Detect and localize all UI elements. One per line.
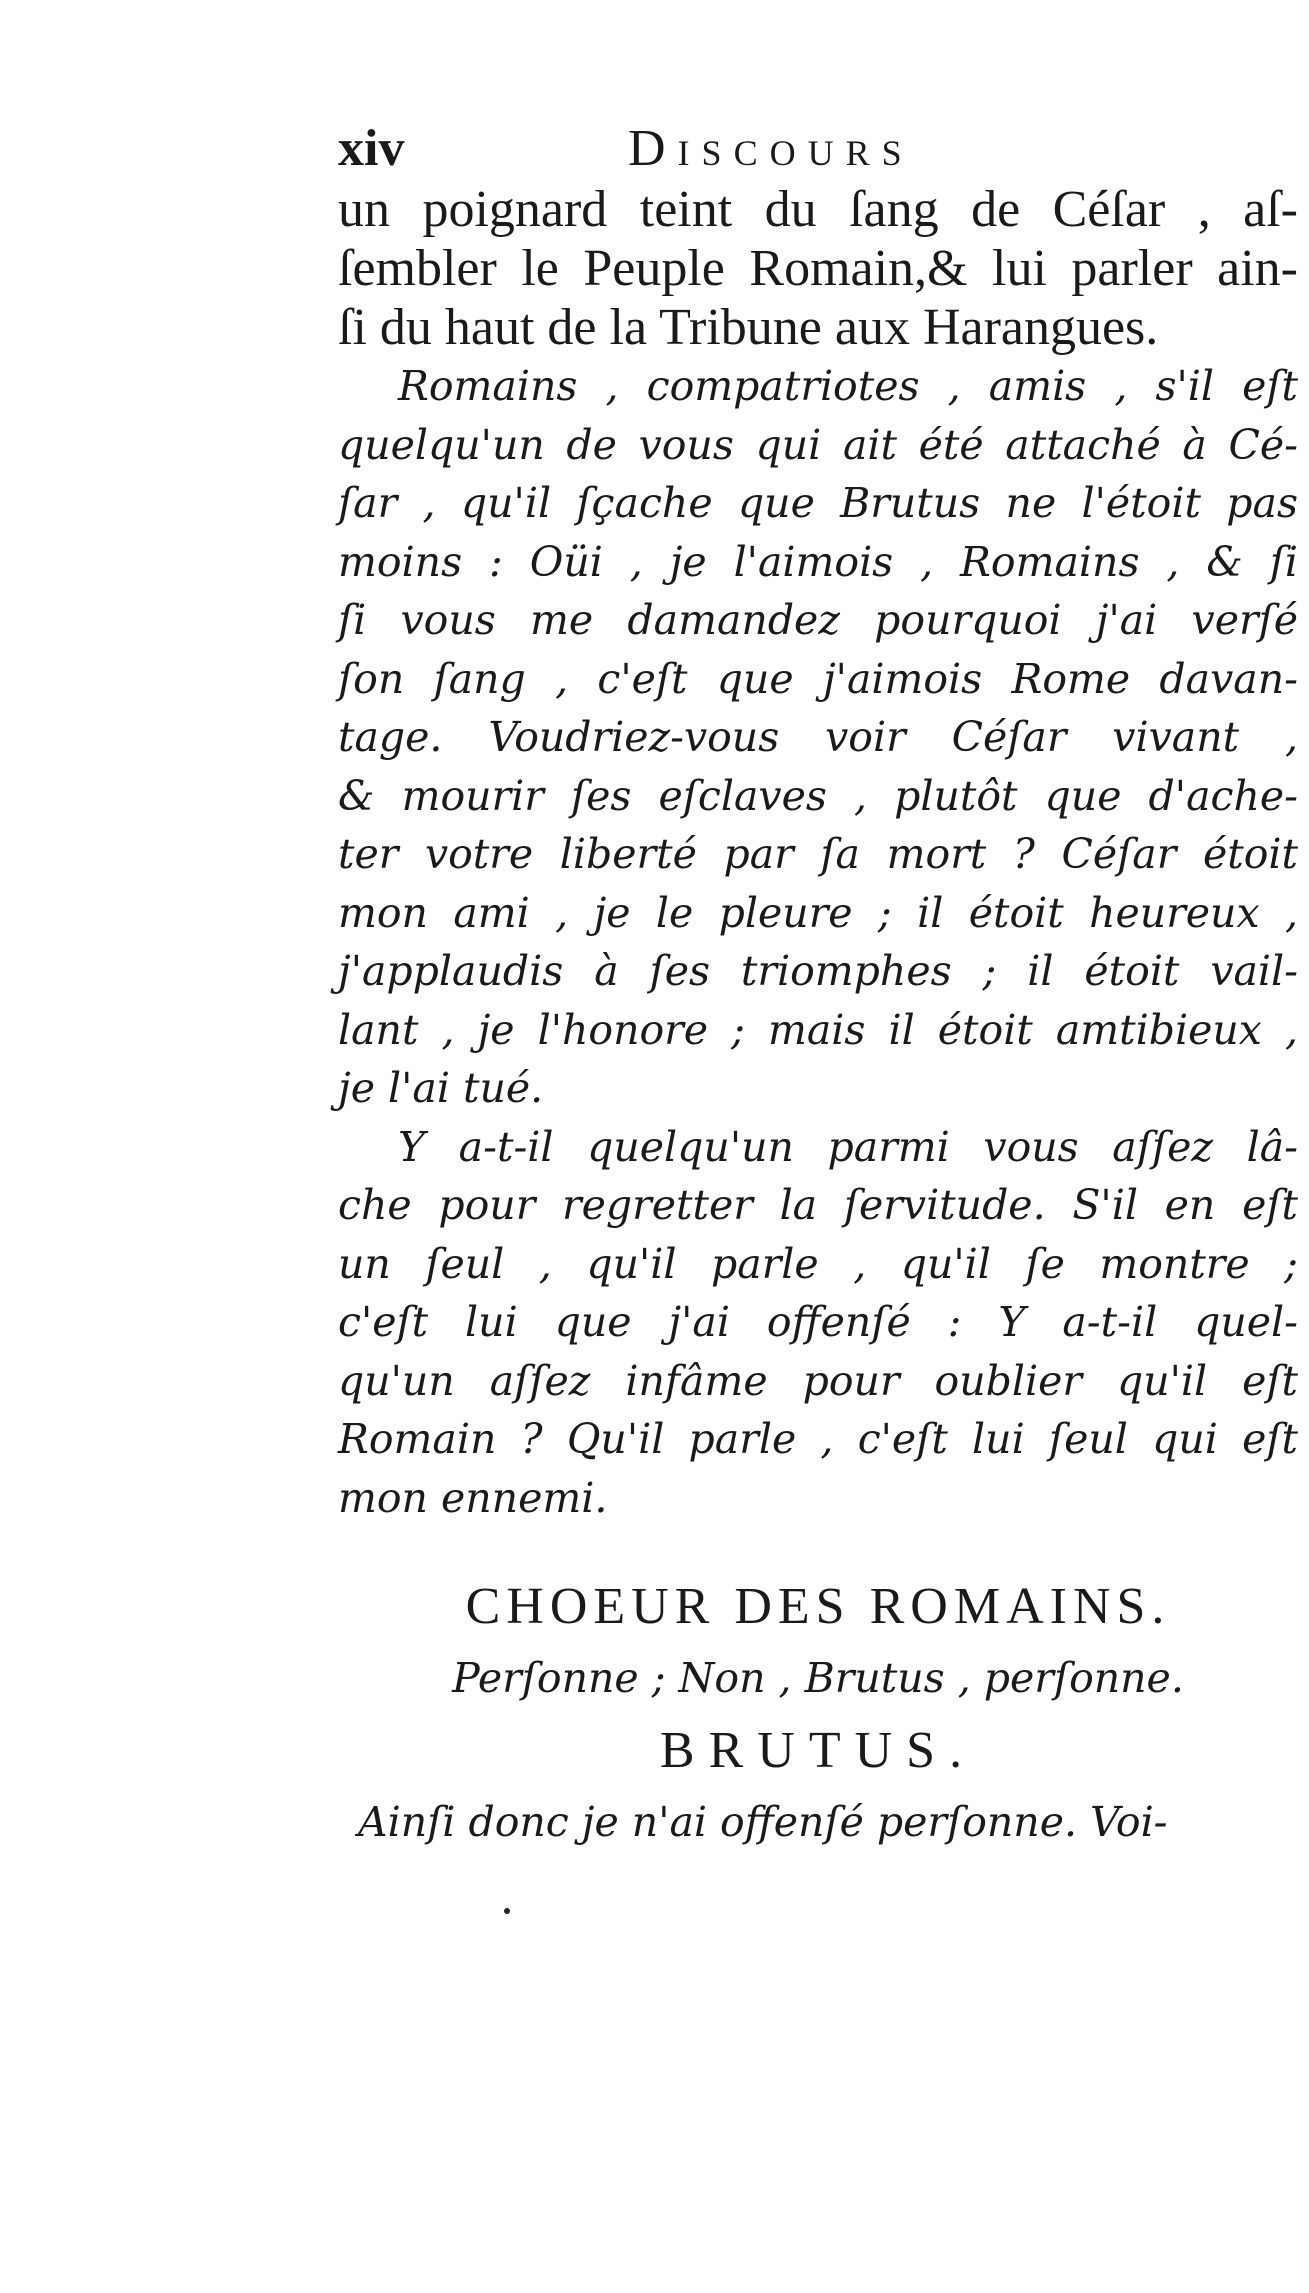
page-number: xiv — [338, 120, 405, 177]
text-line: che pour regretter la ſervitude. S'il en eſt — [338, 1181, 1298, 1229]
text-line: mon ami , je le pleure ; il étoit heureux , — [338, 888, 1298, 937]
text-line: tage. Voudriez-vous voir Céſar vivant , — [338, 713, 1298, 761]
speaker-chorus: CHOEUR DES ROMAINS. — [465, 1578, 1171, 1635]
chorus-reply: Perſonne ; Non , Brutus , perſonne. — [452, 1654, 1184, 1702]
text-line: lant , je l'honore ; mais il étoit amtibieux , — [338, 1005, 1298, 1054]
text-line: moins : Oüi , je l'aimois , Romains , & ſi — [338, 537, 1298, 586]
text-line: ſembler le Peuple Romain,& lui parler ain- — [338, 240, 1298, 297]
brutus-line: Ainſi donc je n'ai offenſé perſonne. Voi- — [358, 1798, 1168, 1846]
text-line: mon ennemi. — [338, 1473, 608, 1522]
text-line: quelqu'un de vous qui ait été attaché à Cé- — [338, 420, 1298, 469]
text-line: Y a-t-il quelqu'un parmi vous aſſez lâ- — [398, 1122, 1298, 1171]
text-line: c'eſt lui que j'ai offenſé : Y a-t-il quel- — [338, 1298, 1298, 1346]
book-page — [338, 118, 1298, 1855]
text-line: je l'ai tué. — [338, 1064, 544, 1112]
text-line: & mourir ſes eſclaves , plutôt que d'ache- — [338, 771, 1298, 820]
page-header — [338, 118, 1298, 180]
text-line: un poignard teint du ſang de Céſar , aſ- — [338, 181, 1298, 238]
brutus-speech-paragraph-2 — [338, 1118, 1298, 1528]
text-line: ſon ſang , c'eſt que j'aimois Rome davan- — [338, 654, 1298, 703]
text-line: qu'un aſſez infâme pour oublier qu'il eſt — [338, 1356, 1298, 1405]
text-line: ſi vous me damandez pourquoi j'ai verſé — [338, 596, 1298, 644]
brutus-speech-paragraph-1 — [338, 357, 1298, 1118]
text-line: ſi du haut de la Tribune aux Harangues. — [338, 299, 1159, 356]
text-line: j'applaudis à ſes triomphes ; il étoit vail- — [338, 947, 1298, 995]
text-line: Romain ? Qu'il parle , c'eſt lui ſeul qui eſt — [338, 1415, 1298, 1463]
text-line: ſar , qu'il ſçache que Brutus ne l'étoit pas — [338, 479, 1298, 527]
intro-paragraph — [338, 180, 1298, 357]
ink-speck — [504, 1908, 510, 1914]
text-line: Romains , compatriotes , amis , s'il eſt — [398, 362, 1298, 410]
speaker-brutus: BRUTUS. — [659, 1722, 977, 1779]
running-title: Discours — [628, 120, 914, 177]
text-line: ter votre liberté par ſa mort ? Céſar étoit — [338, 830, 1298, 878]
text-line: un ſeul , qu'il parle , qu'il ſe montre ; — [338, 1239, 1298, 1288]
